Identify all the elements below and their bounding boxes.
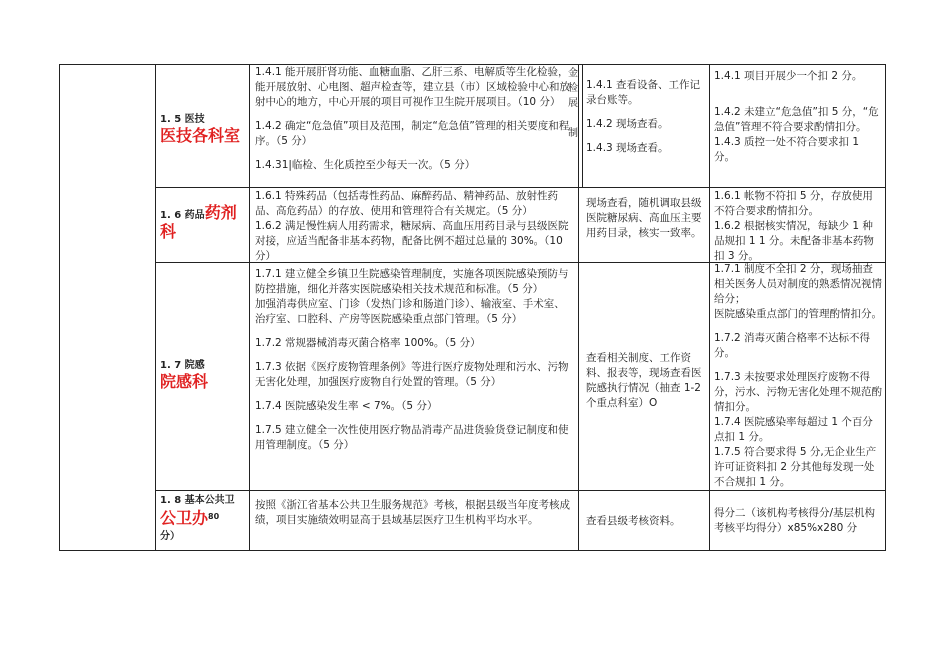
- scoring-item: 医院感染重点部门的管理酌情扣分。: [714, 308, 882, 320]
- method-item: 现场查看，随机调取县级医院糖尿病、高血压主要用药目录，核实一致率。: [586, 197, 702, 239]
- scoring-item: 1.7.1 制度不全扣 2 分，现场抽查相关医务人员对制度的熟悉情况视情给分；: [714, 263, 882, 305]
- content-item: 1.7.3 依据《医疗废物管理条例》等进行医疗废物处理和污水、污物无害化处理，加强医疗废物自行处置的管理。（5 分）: [255, 361, 569, 388]
- table-bottom-border: [59, 550, 886, 551]
- section-label-dept: 公卫办: [160, 508, 209, 528]
- col-divider-1: [155, 64, 156, 551]
- col-divider-2: [249, 64, 250, 551]
- section-label-prefix: 1. 7 院感: [160, 360, 205, 371]
- method-item: 1.4.1 查看设备、工作记录台账等。: [586, 79, 701, 106]
- scoring-item: 1.7.4 医院感染率每超过 1 个百分点扣 1 分。: [714, 416, 873, 443]
- section-label-dept: 药剂科: [160, 203, 237, 241]
- narrow-char: 金: [568, 68, 578, 79]
- scoring-item: 1.7.3 未按要求处理医疗废物不得分，污水、污物无害化处理不规范酌情扣分。: [714, 371, 882, 413]
- table-right-border: [885, 64, 886, 551]
- section-label-dept: 医技各科室: [160, 126, 241, 145]
- method-cell-1-5: [586, 78, 706, 156]
- method-cell-1-6: [586, 196, 706, 241]
- section-label-1-7: [160, 358, 248, 393]
- method-item: 1.4.2 现场查看。: [586, 118, 669, 130]
- content-item: 1.6.2 满足慢性病人用药需求，糖尿病、高血压用药目录与县级医院对接，应适当配备非基本药物，配备比例不超过总量的 30%。（10 分）: [255, 220, 569, 262]
- table-left-border: [59, 64, 60, 551]
- content-cell-1-6: [255, 189, 575, 264]
- scoring-item: 1.7.5 符合要求得 5 分,无企业生产许可证资料扣 2 分其他每发现一处不合规扣 1 分。: [714, 446, 877, 488]
- method-item: 查看相关制度、工作资料、报表等，现场查看医院感执行情况（抽查 1-2 个重点科室）O: [586, 352, 702, 409]
- row-divider-3: [155, 490, 886, 491]
- scoring-cell-1-5: [714, 69, 882, 165]
- scoring-cell-1-7: [714, 262, 882, 490]
- section-label-1-6: [160, 205, 248, 243]
- content-cell-1-5: [255, 65, 575, 173]
- col-divider-4: [709, 64, 710, 551]
- method-item: 1.4.3 现场查看。: [586, 142, 669, 154]
- content-item: 1.7.5 建立健全一次性使用医疗物品消毒产品进货验货登记制度和使用管理制度。（5 分）: [255, 424, 569, 451]
- content-item: 1.4.31|临检、生化质控至少每天一次。（5 分）: [255, 159, 476, 171]
- section-label-prefix: 1. 8 基本公共卫: [160, 495, 235, 506]
- narrow-char: 制: [568, 128, 578, 139]
- content-cell-1-7: [255, 267, 575, 453]
- content-item: 加强消毒供应室、门诊（发热门诊和肠道门诊）、输液室、手术室、治疗室、口腔科、产房等医院感染重点部门管理。（5 分）: [255, 298, 565, 325]
- method-item: 查看县级考核资料。: [586, 515, 681, 527]
- row-divider-1: [155, 187, 886, 188]
- narrow-char: 检: [568, 83, 578, 94]
- content-item: 1.6.1 特殊药品（包括毒性药品、麻醉药品、精神药品、放射性药品、高危药品）的存放、使用和管理符合有关规定。（5 分）: [255, 190, 559, 217]
- narrow-cell-1-5: [568, 66, 580, 141]
- content-cell-1-8: [255, 498, 575, 528]
- scoring-item: 得分二（该机构考核得分/基层机构考核平均得分）x85%x280 分: [714, 507, 876, 534]
- content-item: 1.7.1 建立健全乡镇卫生院感染管理制度，实施各项医院感染预防与防控措施，细化并落实医院感染相关技术规范和标准。（5 分）: [255, 268, 569, 295]
- method-cell-1-8: [586, 514, 706, 529]
- col-divider-3b: [582, 64, 583, 188]
- method-cell-1-7: [586, 351, 706, 411]
- section-label-sup: 80: [208, 512, 220, 521]
- scoring-item: 1.6.2 根据核实情况，每缺少 1 种品规扣 1 1 分。未配备非基本药物扣 3 分。: [714, 220, 874, 262]
- scoring-item: 1.6.1 帐物不符扣 5 分，存放使用不符合要求酌情扣分。: [714, 190, 873, 217]
- scoring-item: 1.4.1 项目开展少一个扣 2 分。: [714, 70, 863, 82]
- content-item: 1.4.1 能开展肝肾功能、血糖血脂、乙肝三系、电解质等生化检验，能开展放射、心电图、超声检查等，建立县（市）区域检验中心和放射中心的地方，中心开展的项目可视作卫生院开展项目。（10 分）: [255, 66, 570, 108]
- section-label-dept: 院感科: [160, 372, 209, 391]
- section-label-prefix: 1. 6 药品: [160, 210, 205, 221]
- content-item: 1.7.4 医院感染发生率 < 7%。（5 分）: [255, 400, 438, 412]
- section-label-1-8: [160, 493, 248, 545]
- content-item: 1.7.2 常规器械消毒灭菌合格率 100%。（5 分）: [255, 337, 481, 349]
- section-label-suffix: 分）: [160, 531, 180, 543]
- scoring-item: 1.4.2 未建立“危急值”扣 5 分，“危急值”管理不符合要求酌情扣分。: [714, 106, 879, 133]
- scoring-cell-1-6: [714, 189, 882, 264]
- scoring-cell-1-8: [714, 506, 882, 536]
- scoring-item: 1.7.2 消毒灭菌合格率不达标不得分。: [714, 332, 871, 359]
- content-item: 按照《浙江省基本公共卫生服务规范》考核，根据县级当年度考核成绩，项目实施绩效明显高于县域基层医疗卫生机构平均水平。: [255, 499, 570, 526]
- scoring-item: 1.4.3 质控一处不符合要求扣 1 分。: [714, 136, 860, 163]
- section-label-1-5: [160, 112, 248, 147]
- content-item: 1.4.2 确定“危急值”项目及范围，制定“危急值”管理的相关要度和程序。（5 分）: [255, 120, 570, 147]
- section-label-prefix: 1. 5 医技: [160, 114, 205, 125]
- narrow-char: 展: [568, 98, 578, 109]
